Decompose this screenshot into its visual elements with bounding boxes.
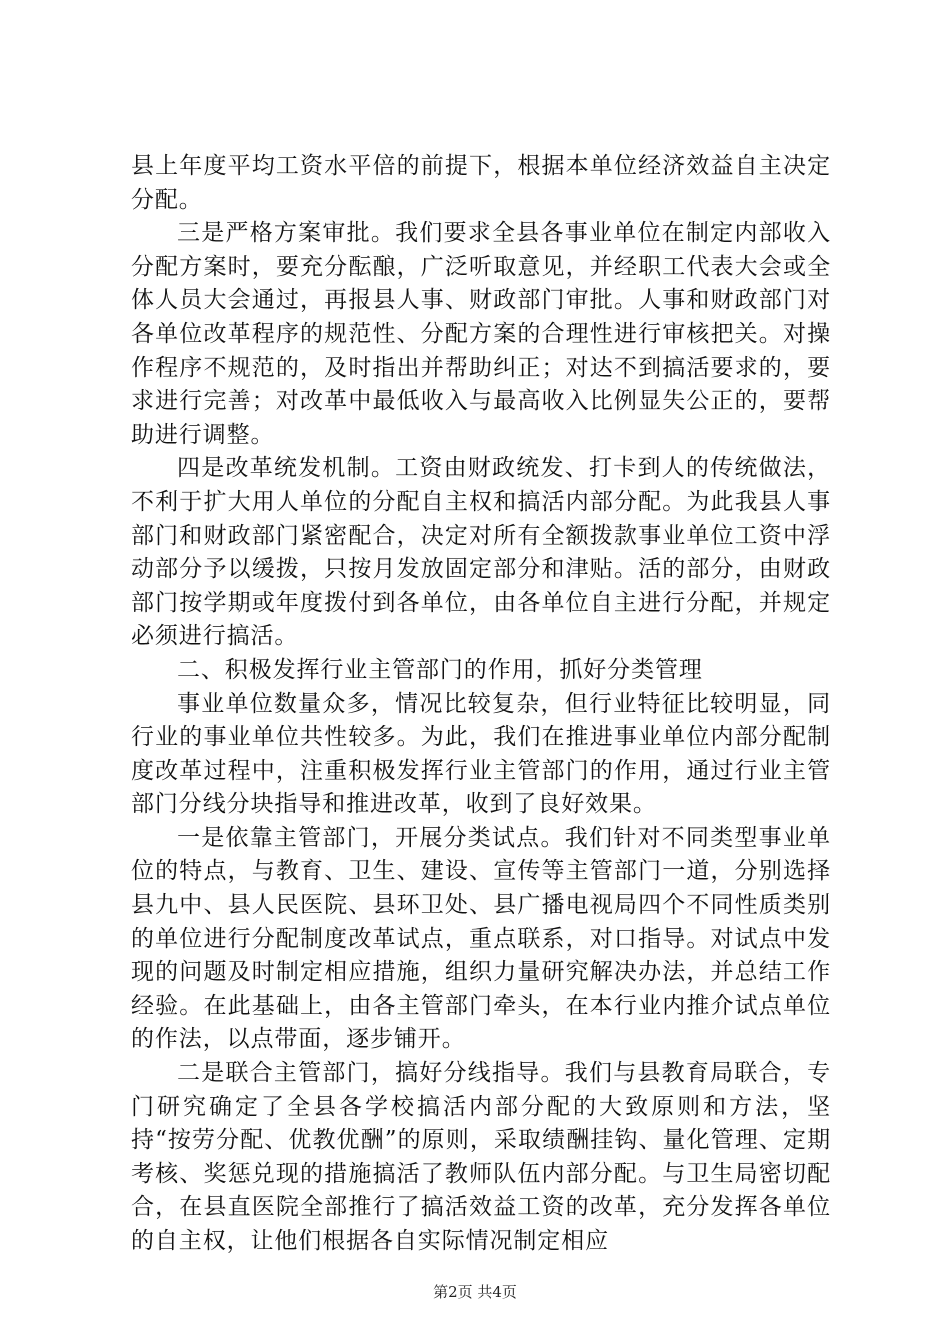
paragraph-6: 二是联合主管部门，搞好分线指导。我们与县教育局联合，专门研究确定了全县各学校搞活内部分配的大致原则和方法，坚持“按劳分配、优教优酬”的原则，采取绩酬挂钩、量化管理、定期考核、奖惩兑现的措施搞活了教师队伍内部分配。与卫生局密切配合，在县直医院全部推行了搞活效益工资的改革，充分发挥各单位的自主权，让他们根据各自实际情况制定相应 (131, 1060, 831, 1254)
paragraph-1: 县上年度平均工资水平倍的前提下，根据本单位经济效益自主决定分配。 (131, 153, 831, 213)
paragraph-4: 事业单位数量众多，情况比较复杂，但行业特征比较明显，同行业的事业单位共性较多。为此，我们在推进事业单位内部分配制度改革过程中，注重积极发挥行业主管部门的作用，通过行业主管部门分线分块指导和推进改革，收到了良好效果。 (131, 690, 831, 818)
section-heading: 二、积极发挥行业主管部门的作用，抓好分类管理 (177, 656, 703, 683)
paragraph-2: 三是严格方案审批。我们要求全县各事业单位在制定内部收入分配方案时，要充分酝酿，广泛听取意见，并经职工代表大会或全体人员大会通过，再报县人事、财政部门审批。人事和财政部门对各单位改革程序的规范性、分配方案的合理性进行审核把关。对操作程序不规范的，及时指出并帮助纠正；对达不到搞活要求的，要求进行完善；对改革中最低收入与最高收入比例显失公正的，要帮助进行调整。 (131, 220, 831, 448)
document-body (131, 150, 831, 1259)
page-footer (0, 1283, 950, 1301)
paragraph-5: 一是依靠主管部门，开展分类试点。我们针对不同类型事业单位的特点，与教育、卫生、建设、宣传等主管部门一道，分别选择县九中、县人民医院、县环卫处、县广播电视局四个不同性质类别的单位进行分配制度改革试点，重点联系，对口指导。对试点中发现的问题及时制定相应措施，组织力量研究解决办法，并总结工作经验。在此基础上，由各主管部门牵头，在本行业内推介试点单位的作法，以点带面，逐步铺开。 (131, 824, 831, 1053)
page-number: 第2页 共4页 (433, 1283, 517, 1301)
paragraph-3: 四是改革统发机制。工资由财政统发、打卡到人的传统做法，不利于扩大用人单位的分配自主权和搞活内部分配。为此我县人事部门和财政部门紧密配合，决定对所有全额拨款事业单位工资中浮动部分予以缓拨，只按月发放固定部分和津贴。活的部分，由财政部门按学期或年度拨付到各单位，由各单位自主进行分配，并规定必须进行搞活。 (131, 455, 831, 650)
